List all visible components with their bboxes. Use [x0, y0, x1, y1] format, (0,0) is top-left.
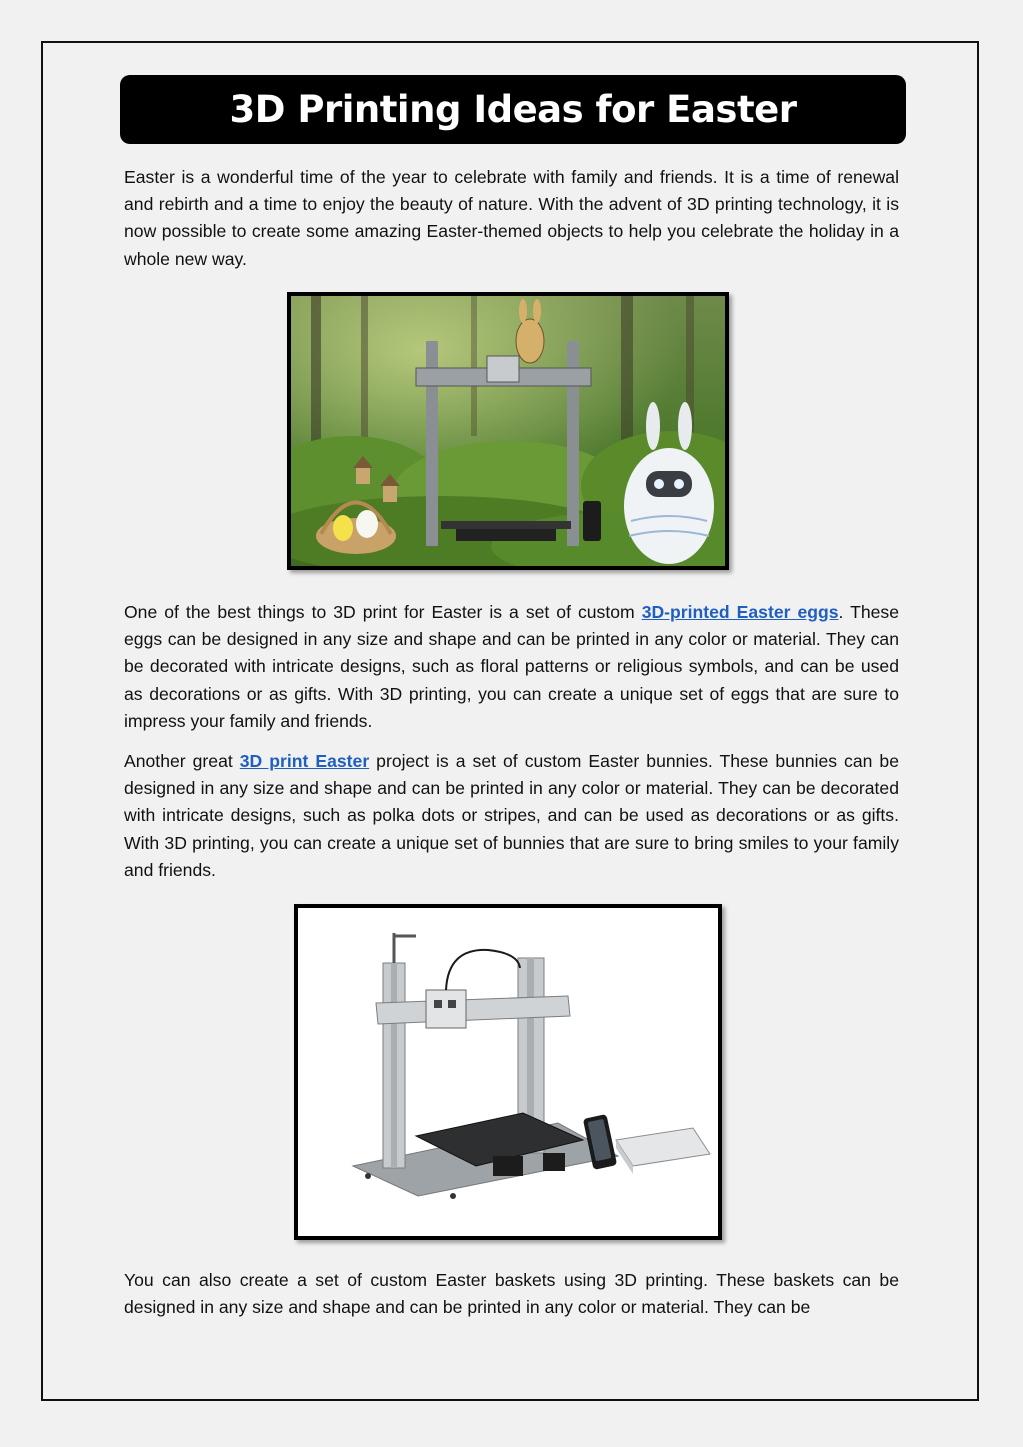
printer-product-photo-image	[298, 908, 718, 1236]
easter-printer-photo	[287, 292, 729, 570]
bunnies-text-before: Another great	[124, 751, 240, 771]
easter-printer-photo-image	[291, 296, 725, 566]
eggs-text-before: One of the best things to 3D print for Easter is a set of custom	[124, 602, 642, 622]
page-title: 3D Printing Ideas for Easter	[229, 88, 797, 131]
printer-product-photo	[294, 904, 722, 1240]
title-banner	[120, 75, 906, 144]
bunnies-paragraph	[124, 748, 899, 884]
intro-paragraph: Easter is a wonderful time of the year to celebrate with family and friends. It is a time of renewal and rebirth and a time to enjoy the beauty of nature. With the advent of 3D printing technology, it is now possible to create some amazing Easter-themed objects to help you celebrate the holiday in a whole new way.	[124, 167, 899, 269]
baskets-paragraph: You can also create a set of custom Easter baskets using 3D printing. These baskets can be designed in any size and shape and can be printed in any color or material. They can be	[124, 1270, 899, 1318]
eggs-text-after: . These eggs can be designed in any size and shape and can be printed in any color or material. They can be decorated with intricate designs, such as floral patterns or religious symbols, and can be used as decorations or as gifts. With 3D printing, you can create a unique set of eggs that are sure to impress your family and friends.	[124, 602, 899, 731]
eggs-paragraph	[124, 599, 899, 735]
bunnies-text-after: project is a set of custom Easter bunnies. These bunnies can be designed in any size and shape and can be printed in any color or material. They can be decorated with intricate designs, such as polka dots or stripes, and can be used as decorations or as gifts. With 3D printing, you can create a unique set of bunnies that are sure to bring smiles to your family and friends.	[124, 751, 900, 880]
easter-eggs-link[interactable]: 3D-printed Easter eggs	[641, 602, 839, 622]
3d-print-easter-link[interactable]: 3D print Easter	[239, 751, 370, 771]
